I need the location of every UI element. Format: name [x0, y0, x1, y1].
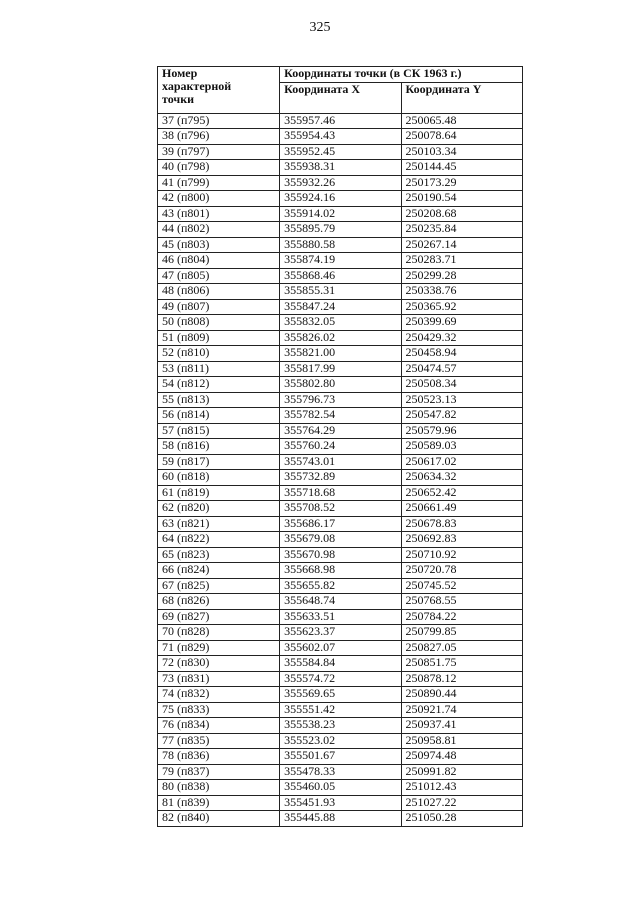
cell-coord-y: 250078.64: [401, 129, 522, 145]
table-row: [158, 392, 523, 408]
table-body: [158, 113, 523, 826]
cell-point-number: 41 (п799): [158, 175, 280, 191]
cell-coord-y: 250338.76: [401, 284, 522, 300]
table-row: [158, 578, 523, 594]
cell-point-number: 60 (п818): [158, 470, 280, 486]
cell-coord-x: 355478.33: [280, 764, 401, 780]
table-header: [158, 67, 523, 114]
cell-coord-x: 355451.93: [280, 795, 401, 811]
table-row: [158, 222, 523, 238]
cell-point-number: 71 (п829): [158, 640, 280, 656]
cell-coord-y: 250991.82: [401, 764, 522, 780]
cell-coord-x: 355895.79: [280, 222, 401, 238]
cell-point-number: 53 (п811): [158, 361, 280, 377]
cell-coord-x: 355952.45: [280, 144, 401, 160]
cell-coord-x: 355821.00: [280, 346, 401, 362]
header-point-number-line: характерной: [162, 79, 232, 93]
table-row: [158, 113, 523, 129]
cell-point-number: 43 (п801): [158, 206, 280, 222]
coordinates-table: [157, 66, 523, 827]
cell-coord-y: 250547.82: [401, 408, 522, 424]
table-row: [158, 609, 523, 625]
cell-coord-y: 251027.22: [401, 795, 522, 811]
table-row: [158, 485, 523, 501]
cell-coord-y: 250474.57: [401, 361, 522, 377]
cell-coord-y: 250458.94: [401, 346, 522, 362]
cell-point-number: 39 (п797): [158, 144, 280, 160]
cell-coord-x: 355817.99: [280, 361, 401, 377]
table-row: [158, 640, 523, 656]
cell-coord-x: 355623.37: [280, 625, 401, 641]
cell-coord-x: 355957.46: [280, 113, 401, 129]
cell-point-number: 61 (п819): [158, 485, 280, 501]
cell-point-number: 37 (п795): [158, 113, 280, 129]
table-row: [158, 129, 523, 145]
cell-coord-y: 250617.02: [401, 454, 522, 470]
cell-point-number: 59 (п817): [158, 454, 280, 470]
cell-coord-y: 250678.83: [401, 516, 522, 532]
cell-coord-y: 250299.28: [401, 268, 522, 284]
table-row: [158, 330, 523, 346]
header-point-number-line: Номер: [162, 66, 198, 80]
cell-point-number: 80 (п838): [158, 780, 280, 796]
cell-coord-y: 250768.55: [401, 594, 522, 610]
cell-point-number: 69 (п827): [158, 609, 280, 625]
table-row: [158, 206, 523, 222]
cell-point-number: 78 (п836): [158, 749, 280, 765]
cell-coord-x: 355574.72: [280, 671, 401, 687]
table-row: [158, 144, 523, 160]
table-row: [158, 532, 523, 548]
cell-coord-x: 355868.46: [280, 268, 401, 284]
cell-coord-x: 355914.02: [280, 206, 401, 222]
cell-coord-x: 355847.24: [280, 299, 401, 315]
cell-coord-x: 355551.42: [280, 702, 401, 718]
cell-coord-x: 355938.31: [280, 160, 401, 176]
cell-point-number: 70 (п828): [158, 625, 280, 641]
table-row: [158, 671, 523, 687]
cell-coord-x: 355855.31: [280, 284, 401, 300]
cell-coord-x: 355874.19: [280, 253, 401, 269]
cell-point-number: 62 (п820): [158, 501, 280, 517]
table-row: [158, 594, 523, 610]
cell-coord-y: 250429.32: [401, 330, 522, 346]
cell-coord-x: 355668.98: [280, 563, 401, 579]
cell-coord-x: 355832.05: [280, 315, 401, 331]
cell-coord-y: 250661.49: [401, 501, 522, 517]
cell-coord-x: 355445.88: [280, 811, 401, 827]
cell-coord-y: 250589.03: [401, 439, 522, 455]
table-row: [158, 377, 523, 393]
header-coords-group: Координаты точки (в СК 1963 г.): [280, 67, 523, 83]
table-row: [158, 563, 523, 579]
cell-coord-y: 250103.34: [401, 144, 522, 160]
cell-point-number: 49 (п807): [158, 299, 280, 315]
cell-coord-x: 355501.67: [280, 749, 401, 765]
cell-point-number: 77 (п835): [158, 733, 280, 749]
cell-coord-y: 250190.54: [401, 191, 522, 207]
cell-point-number: 56 (п814): [158, 408, 280, 424]
table-row: [158, 454, 523, 470]
table-row: [158, 408, 523, 424]
table-row: [158, 687, 523, 703]
table-row: [158, 749, 523, 765]
cell-point-number: 47 (п805): [158, 268, 280, 284]
cell-point-number: 40 (п798): [158, 160, 280, 176]
cell-coord-x: 355460.05: [280, 780, 401, 796]
cell-point-number: 79 (п837): [158, 764, 280, 780]
table-row: [158, 780, 523, 796]
cell-coord-y: 250974.48: [401, 749, 522, 765]
table-row: [158, 315, 523, 331]
table-row: [158, 423, 523, 439]
table-row: [158, 361, 523, 377]
cell-point-number: 76 (п834): [158, 718, 280, 734]
cell-point-number: 74 (п832): [158, 687, 280, 703]
cell-point-number: 66 (п824): [158, 563, 280, 579]
cell-coord-y: 250745.52: [401, 578, 522, 594]
cell-coord-y: 250634.32: [401, 470, 522, 486]
cell-point-number: 55 (п813): [158, 392, 280, 408]
cell-coord-x: 355523.02: [280, 733, 401, 749]
table-row: [158, 191, 523, 207]
cell-coord-x: 355679.08: [280, 532, 401, 548]
table-row: [158, 764, 523, 780]
cell-coord-y: 250799.85: [401, 625, 522, 641]
table-row: [158, 160, 523, 176]
cell-coord-y: 250508.34: [401, 377, 522, 393]
table-row: [158, 268, 523, 284]
table-row: [158, 795, 523, 811]
cell-coord-y: 250579.96: [401, 423, 522, 439]
cell-coord-y: 250173.29: [401, 175, 522, 191]
table-row: [158, 175, 523, 191]
cell-coord-x: 355764.29: [280, 423, 401, 439]
cell-point-number: 42 (п800): [158, 191, 280, 207]
cell-coord-x: 355743.01: [280, 454, 401, 470]
cell-coord-y: 250652.42: [401, 485, 522, 501]
cell-point-number: 73 (п831): [158, 671, 280, 687]
cell-coord-y: 250958.81: [401, 733, 522, 749]
cell-coord-x: 355538.23: [280, 718, 401, 734]
header-coord-y: Координата Y: [401, 82, 522, 113]
cell-coord-y: 250827.05: [401, 640, 522, 656]
table-row: [158, 253, 523, 269]
table-row: [158, 733, 523, 749]
cell-point-number: 65 (п823): [158, 547, 280, 563]
cell-coord-y: 250399.69: [401, 315, 522, 331]
table-row: [158, 346, 523, 362]
cell-coord-x: 355932.26: [280, 175, 401, 191]
cell-coord-x: 355718.68: [280, 485, 401, 501]
cell-coord-x: 355802.80: [280, 377, 401, 393]
cell-coord-y: 250235.84: [401, 222, 522, 238]
table-row: [158, 237, 523, 253]
cell-point-number: 38 (п796): [158, 129, 280, 145]
cell-coord-y: 250144.45: [401, 160, 522, 176]
cell-coord-y: 250921.74: [401, 702, 522, 718]
table-row: [158, 702, 523, 718]
table-row: [158, 656, 523, 672]
cell-coord-x: 355569.65: [280, 687, 401, 703]
page-number: 325: [309, 20, 331, 35]
cell-point-number: 48 (п806): [158, 284, 280, 300]
cell-point-number: 64 (п822): [158, 532, 280, 548]
cell-coord-y: 250784.22: [401, 609, 522, 625]
cell-point-number: 54 (п812): [158, 377, 280, 393]
cell-point-number: 81 (п839): [158, 795, 280, 811]
cell-point-number: 44 (п802): [158, 222, 280, 238]
cell-coord-x: 355760.24: [280, 439, 401, 455]
cell-point-number: 50 (п808): [158, 315, 280, 331]
cell-coord-y: 250065.48: [401, 113, 522, 129]
cell-point-number: 72 (п830): [158, 656, 280, 672]
cell-coord-x: 355655.82: [280, 578, 401, 594]
cell-point-number: 68 (п826): [158, 594, 280, 610]
cell-point-number: 57 (п815): [158, 423, 280, 439]
header-row-1: [158, 67, 523, 83]
cell-coord-y: 250720.78: [401, 563, 522, 579]
cell-point-number: 58 (п816): [158, 439, 280, 455]
table-row: [158, 470, 523, 486]
cell-coord-x: 355924.16: [280, 191, 401, 207]
cell-point-number: 46 (п804): [158, 253, 280, 269]
table-row: [158, 299, 523, 315]
cell-coord-y: 250208.68: [401, 206, 522, 222]
cell-coord-y: 250267.14: [401, 237, 522, 253]
cell-coord-x: 355796.73: [280, 392, 401, 408]
cell-coord-x: 355880.58: [280, 237, 401, 253]
cell-coord-x: 355782.54: [280, 408, 401, 424]
cell-coord-x: 355584.84: [280, 656, 401, 672]
cell-coord-y: 250523.13: [401, 392, 522, 408]
cell-coord-x: 355633.51: [280, 609, 401, 625]
cell-point-number: 51 (п809): [158, 330, 280, 346]
header-coord-x: Координата X: [280, 82, 401, 113]
cell-coord-y: 251012.43: [401, 780, 522, 796]
table-row: [158, 501, 523, 517]
cell-coord-x: 355686.17: [280, 516, 401, 532]
cell-point-number: 75 (п833): [158, 702, 280, 718]
cell-point-number: 67 (п825): [158, 578, 280, 594]
cell-coord-y: 250937.41: [401, 718, 522, 734]
table-row: [158, 516, 523, 532]
cell-point-number: 63 (п821): [158, 516, 280, 532]
cell-point-number: 45 (п803): [158, 237, 280, 253]
table-row: [158, 284, 523, 300]
cell-coord-y: 250851.75: [401, 656, 522, 672]
table-row: [158, 439, 523, 455]
table-row: [158, 547, 523, 563]
cell-coord-y: 250878.12: [401, 671, 522, 687]
cell-coord-y: 250890.44: [401, 687, 522, 703]
header-point-number: [158, 67, 280, 114]
table-row: [158, 811, 523, 827]
cell-coord-y: 250692.83: [401, 532, 522, 548]
cell-point-number: 52 (п810): [158, 346, 280, 362]
cell-coord-x: 355954.43: [280, 129, 401, 145]
cell-point-number: 82 (п840): [158, 811, 280, 827]
header-point-number-line: точки: [162, 92, 195, 106]
cell-coord-y: 250365.92: [401, 299, 522, 315]
cell-coord-x: 355602.07: [280, 640, 401, 656]
cell-coord-x: 355648.74: [280, 594, 401, 610]
cell-coord-x: 355708.52: [280, 501, 401, 517]
cell-coord-y: 251050.28: [401, 811, 522, 827]
table-row: [158, 625, 523, 641]
cell-coord-x: 355670.98: [280, 547, 401, 563]
table-row: [158, 718, 523, 734]
cell-coord-x: 355732.89: [280, 470, 401, 486]
cell-coord-y: 250710.92: [401, 547, 522, 563]
cell-coord-y: 250283.71: [401, 253, 522, 269]
cell-coord-x: 355826.02: [280, 330, 401, 346]
